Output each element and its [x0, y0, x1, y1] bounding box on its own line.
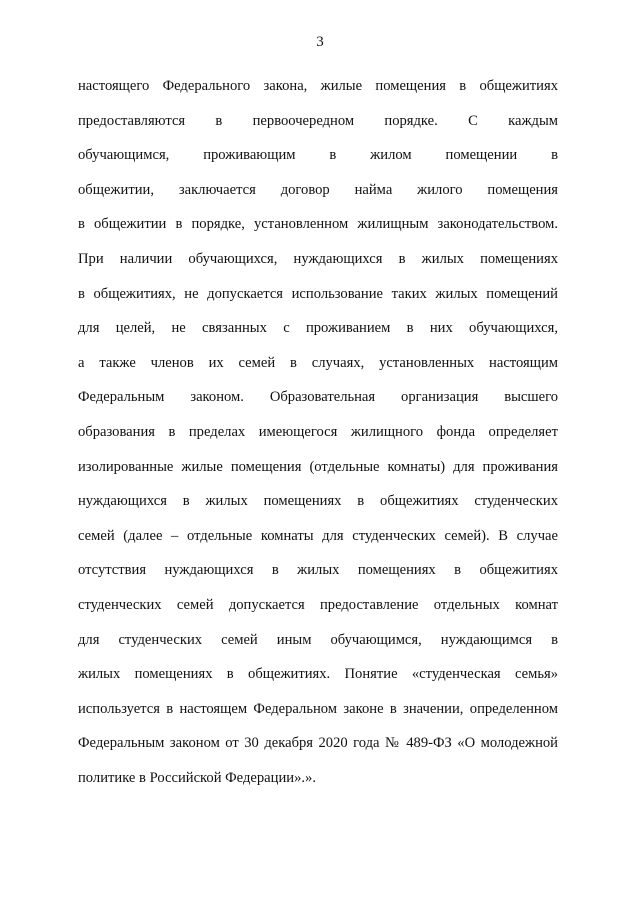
text-line: общежитии, заключается договор найма жилого помещения: [78, 181, 558, 198]
text-line: политике в Российской Федерации».».: [78, 769, 316, 786]
text-line: а также членов их семей в случаях, установленных настоящим: [78, 354, 558, 371]
text-line: Федеральным законом от 30 декабря 2020 года № 489-ФЗ «О молодежной: [78, 735, 558, 752]
text-line: При наличии обучающихся, нуждающихся в жилых помещениях: [78, 250, 558, 267]
text-line: используется в настоящем Федеральном законе в значении, определенном: [78, 700, 558, 717]
text-line: нуждающихся в жилых помещениях в общежитиях студенческих: [78, 493, 558, 510]
page-number: 3: [316, 34, 324, 50]
body-paragraph: [78, 69, 558, 795]
text-line: обучающимся, проживающим в жилом помещении в: [78, 147, 558, 164]
text-line: Федеральным законом. Образовательная организация высшего: [78, 389, 558, 406]
text-line: для студенческих семей иным обучающимся, нуждающимся в: [78, 631, 558, 648]
text-line: жилых помещениях в общежитиях. Понятие «студенческая семья»: [78, 666, 558, 683]
text-line: семей (далее – отдельные комнаты для студенческих семей). В случае: [78, 527, 558, 544]
text-line: для целей, не связанных с проживанием в них обучающихся,: [78, 320, 558, 337]
text-line: в общежитиях, не допускается использование таких жилых помещений: [78, 285, 558, 302]
text-line: настоящего Федерального закона, жилые помещения в общежитиях: [78, 78, 558, 94]
text-line: образования в пределах имеющегося жилищного фонда определяет: [78, 423, 558, 440]
text-line: в общежитии в порядке, установленном жилищным законодательством.: [78, 216, 558, 233]
text-line: отсутствия нуждающихся в жилых помещениях в общежитиях: [78, 562, 558, 579]
text-line: студенческих семей допускается предоставление отдельных комнат: [78, 596, 558, 613]
text-line: предоставляются в первоочередном порядке. С каждым: [78, 112, 558, 129]
text-line: изолированные жилые помещения (отдельные комнаты) для проживания: [78, 458, 558, 475]
